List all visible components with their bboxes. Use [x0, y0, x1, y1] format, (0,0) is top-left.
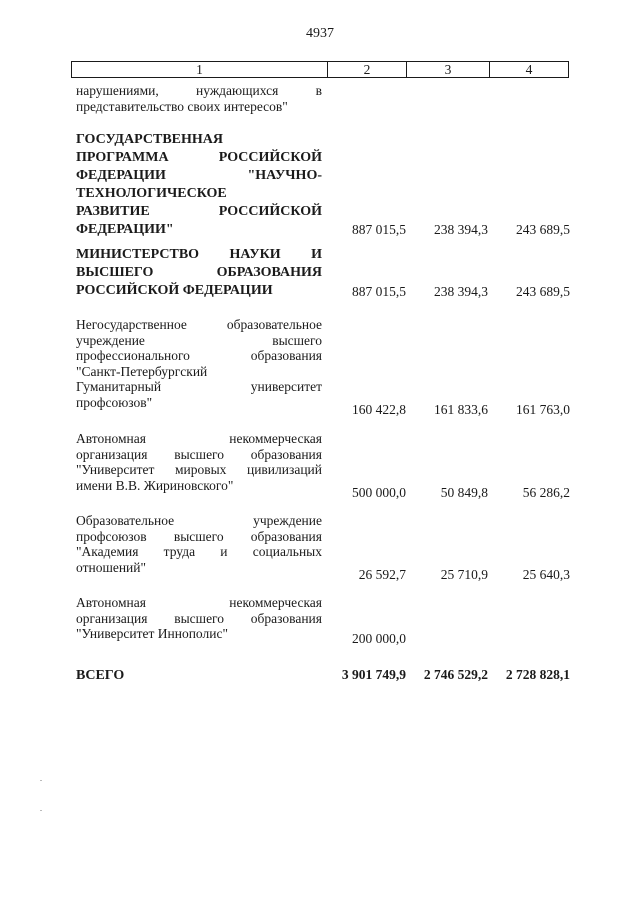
total-col-3: 2 746 529,2	[423, 667, 488, 682]
value-col-2: 26 592,7	[358, 567, 406, 582]
row-description	[76, 513, 322, 575]
header-col-1: 1	[72, 62, 328, 77]
total-label: ВСЕГО	[76, 668, 125, 683]
desc-line: ГОСУДАРСТВЕННАЯ	[76, 132, 223, 147]
desc-line: МИНИСТЕРСТВО НАУКИ И	[76, 247, 322, 262]
value-col-4: 161 763,0	[516, 402, 570, 417]
desc-line: "Университет Иннополис"	[76, 626, 228, 641]
header-col-3: 3	[407, 62, 490, 77]
table-header	[71, 61, 569, 78]
desc-line: "Университет мировых цивилизаций	[76, 462, 322, 477]
desc-line: имени В.В. Жириновского"	[76, 477, 234, 493]
value-col-4: 243 689,5	[516, 284, 570, 299]
desc-line: "Академия труда и социальных	[76, 544, 322, 559]
row-description	[76, 131, 322, 239]
desc-line: Негосударственное образовательное	[76, 317, 322, 332]
desc-line: профессионального образования	[76, 348, 322, 363]
value-col-2: 500 000,0	[352, 485, 406, 500]
desc-line: представительство своих интересов"	[76, 98, 288, 114]
value-col-4: 243 689,5	[516, 222, 570, 237]
value-col-3: 238 394,3	[434, 284, 488, 299]
desc-line: профсоюзов высшего образования	[76, 528, 322, 544]
value-col-2: 200 000,0	[352, 631, 406, 646]
total-col-4: 2 728 828,1	[505, 667, 570, 682]
row-description	[76, 595, 322, 642]
header-col-4: 4	[525, 62, 533, 77]
desc-line: профсоюзов"	[76, 394, 153, 410]
value-col-3: 161 833,6	[434, 402, 488, 417]
desc-line: "Санкт-Петербургский	[76, 363, 208, 379]
value-col-4: 25 640,3	[522, 567, 570, 582]
scan-artifact	[40, 810, 42, 811]
desc-line: отношений"	[76, 559, 147, 575]
total-col-2: 3 901 749,9	[341, 667, 406, 682]
value-col-2: 887 015,5	[352, 284, 406, 299]
desc-line: РОССИЙСКОЙ ФЕДЕРАЦИИ	[76, 283, 273, 298]
desc-line: нарушениями, нуждающихся в	[76, 83, 322, 98]
value-col-4: 56 286,2	[522, 485, 570, 500]
header-col-2: 2	[328, 62, 407, 77]
desc-line: Автономная некоммерческая	[76, 431, 322, 446]
value-col-3: 238 394,3	[434, 222, 488, 237]
value-col-2: 887 015,5	[352, 222, 406, 237]
row-description	[76, 83, 322, 114]
desc-line: ПРОГРАММА РОССИЙСКОЙ	[76, 150, 322, 165]
value-col-2: 160 422,8	[352, 402, 406, 417]
scan-artifact	[40, 780, 42, 781]
desc-line: ТЕХНОЛОГИЧЕСКОЕ	[76, 186, 227, 201]
value-col-3: 25 710,9	[440, 567, 488, 582]
row-description	[76, 431, 322, 493]
desc-line: ВЫСШЕГО ОБРАЗОВАНИЯ	[76, 265, 322, 280]
desc-line: учреждение высшего	[76, 332, 322, 348]
value-col-3: 50 849,8	[440, 485, 488, 500]
desc-line: РАЗВИТИЕ РОССИЙСКОЙ	[76, 204, 322, 219]
desc-line: ФЕДЕРАЦИИ"	[76, 222, 174, 237]
page-number: 4937	[306, 26, 334, 41]
desc-line: организация высшего образования	[76, 446, 322, 462]
desc-line: Образовательное учреждение	[76, 513, 322, 528]
row-description	[76, 246, 322, 300]
desc-line: ФЕДЕРАЦИИ "НАУЧНО-	[76, 168, 322, 183]
desc-line: организация высшего образования	[76, 610, 322, 626]
row-description	[76, 317, 322, 410]
desc-line: Гуманитарный университет	[76, 379, 322, 394]
desc-line: Автономная некоммерческая	[76, 595, 322, 610]
